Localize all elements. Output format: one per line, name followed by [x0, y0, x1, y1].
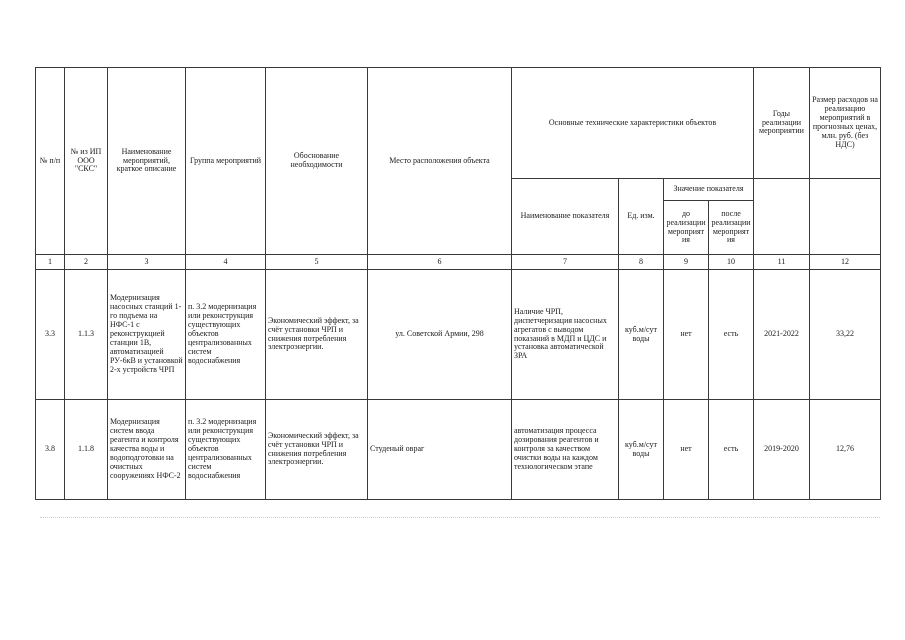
row-ip: 1.1.8 — [65, 400, 108, 500]
col-number: 10 — [709, 255, 754, 270]
header-characteristics: Основные технические характеристики объектов — [512, 68, 754, 179]
col-number: 2 — [65, 255, 108, 270]
header-after: после реализации мероприятия — [709, 201, 754, 255]
col-number: 7 — [512, 255, 619, 270]
header-reason: Обоснование необходимости — [266, 68, 368, 255]
header-row — [36, 68, 881, 179]
row-num: 3.3 — [36, 270, 65, 400]
header-empty-11 — [754, 179, 810, 255]
row-years: 2021-2022 — [754, 270, 810, 400]
row-ip: 1.1.3 — [65, 270, 108, 400]
col-number: 5 — [266, 255, 368, 270]
table-row — [36, 400, 881, 500]
header-years: Годы реализации мероприятии — [754, 68, 810, 179]
row-before: нет — [664, 270, 709, 400]
row-unit: куб.м/сут воды — [619, 270, 664, 400]
header-ip: № из ИП ООО "СКС" — [65, 68, 108, 255]
header-name: Наименование мероприятий, краткое описание — [108, 68, 186, 255]
header-location: Место расположения объекта — [368, 68, 512, 255]
row-cost: 12,76 — [810, 400, 881, 500]
col-number: 4 — [186, 255, 266, 270]
row-name: Модернизация систем ввода реагента и контроля качества воды и водоподготовки на очистных сооружениях НФС-2 — [108, 400, 186, 500]
col-number: 8 — [619, 255, 664, 270]
col-number: 12 — [810, 255, 881, 270]
header-indicator: Наименование показателя — [512, 179, 619, 255]
row-num: 3.8 — [36, 400, 65, 500]
col-number: 9 — [664, 255, 709, 270]
header-value: Значение показателя — [664, 179, 754, 201]
row-after: есть — [709, 400, 754, 500]
row-location: Студеный овраг — [368, 400, 512, 500]
row-reason: Экономический эффект, за счёт установки ЧРП и снижения потребления электроэнергии. — [266, 400, 368, 500]
row-unit: куб.м/сут воды — [619, 400, 664, 500]
header-group: Группа мероприятий — [186, 68, 266, 255]
col-number: 3 — [108, 255, 186, 270]
measures-table — [35, 67, 881, 500]
row-reason: Экономический эффект, за счёт установки ЧРП и снижения потребления электроэнергии. — [266, 270, 368, 400]
row-indicator: Наличие ЧРП, диспетчеризация насосных агрегатов с выводом показаний в МДП и ЦДС и установка автоматической ЗРА — [512, 270, 619, 400]
col-number: 11 — [754, 255, 810, 270]
column-number-row — [36, 255, 881, 270]
col-number: 1 — [36, 255, 65, 270]
header-num: № п/п — [36, 68, 65, 255]
row-cost: 33,22 — [810, 270, 881, 400]
row-after: есть — [709, 270, 754, 400]
page-continuation-line — [40, 517, 880, 519]
header-before: до реализации мероприятия — [664, 201, 709, 255]
header-cost: Размер расходов на реализацию мероприятий в прогнозных ценах, млн. руб. (без НДС) — [810, 68, 881, 179]
row-before: нет — [664, 400, 709, 500]
row-group: п. 3.2 модернизация или реконструкция существующих объектов централизованных систем водоснабжения — [186, 400, 266, 500]
col-number: 6 — [368, 255, 512, 270]
header-empty-12 — [810, 179, 881, 255]
row-group: п. 3.2 модернизация или реконструкция существующих объектов централизованных систем водоснабжения — [186, 270, 266, 400]
row-location: ул. Советской Армии, 298 — [368, 270, 512, 400]
table-row — [36, 270, 881, 400]
header-unit: Ед. изм. — [619, 179, 664, 255]
row-years: 2019-2020 — [754, 400, 810, 500]
row-name: Модернизация насосных станций 1-го подъема на НФС-1 с реконструкцией станции 1В, автоматизацией РУ-6кВ и установкой 2-х устройств ЧРП — [108, 270, 186, 400]
row-indicator: автоматизация процесса дозирования реагентов и контроля за качеством очистки воды на каждом технологическом этапе — [512, 400, 619, 500]
